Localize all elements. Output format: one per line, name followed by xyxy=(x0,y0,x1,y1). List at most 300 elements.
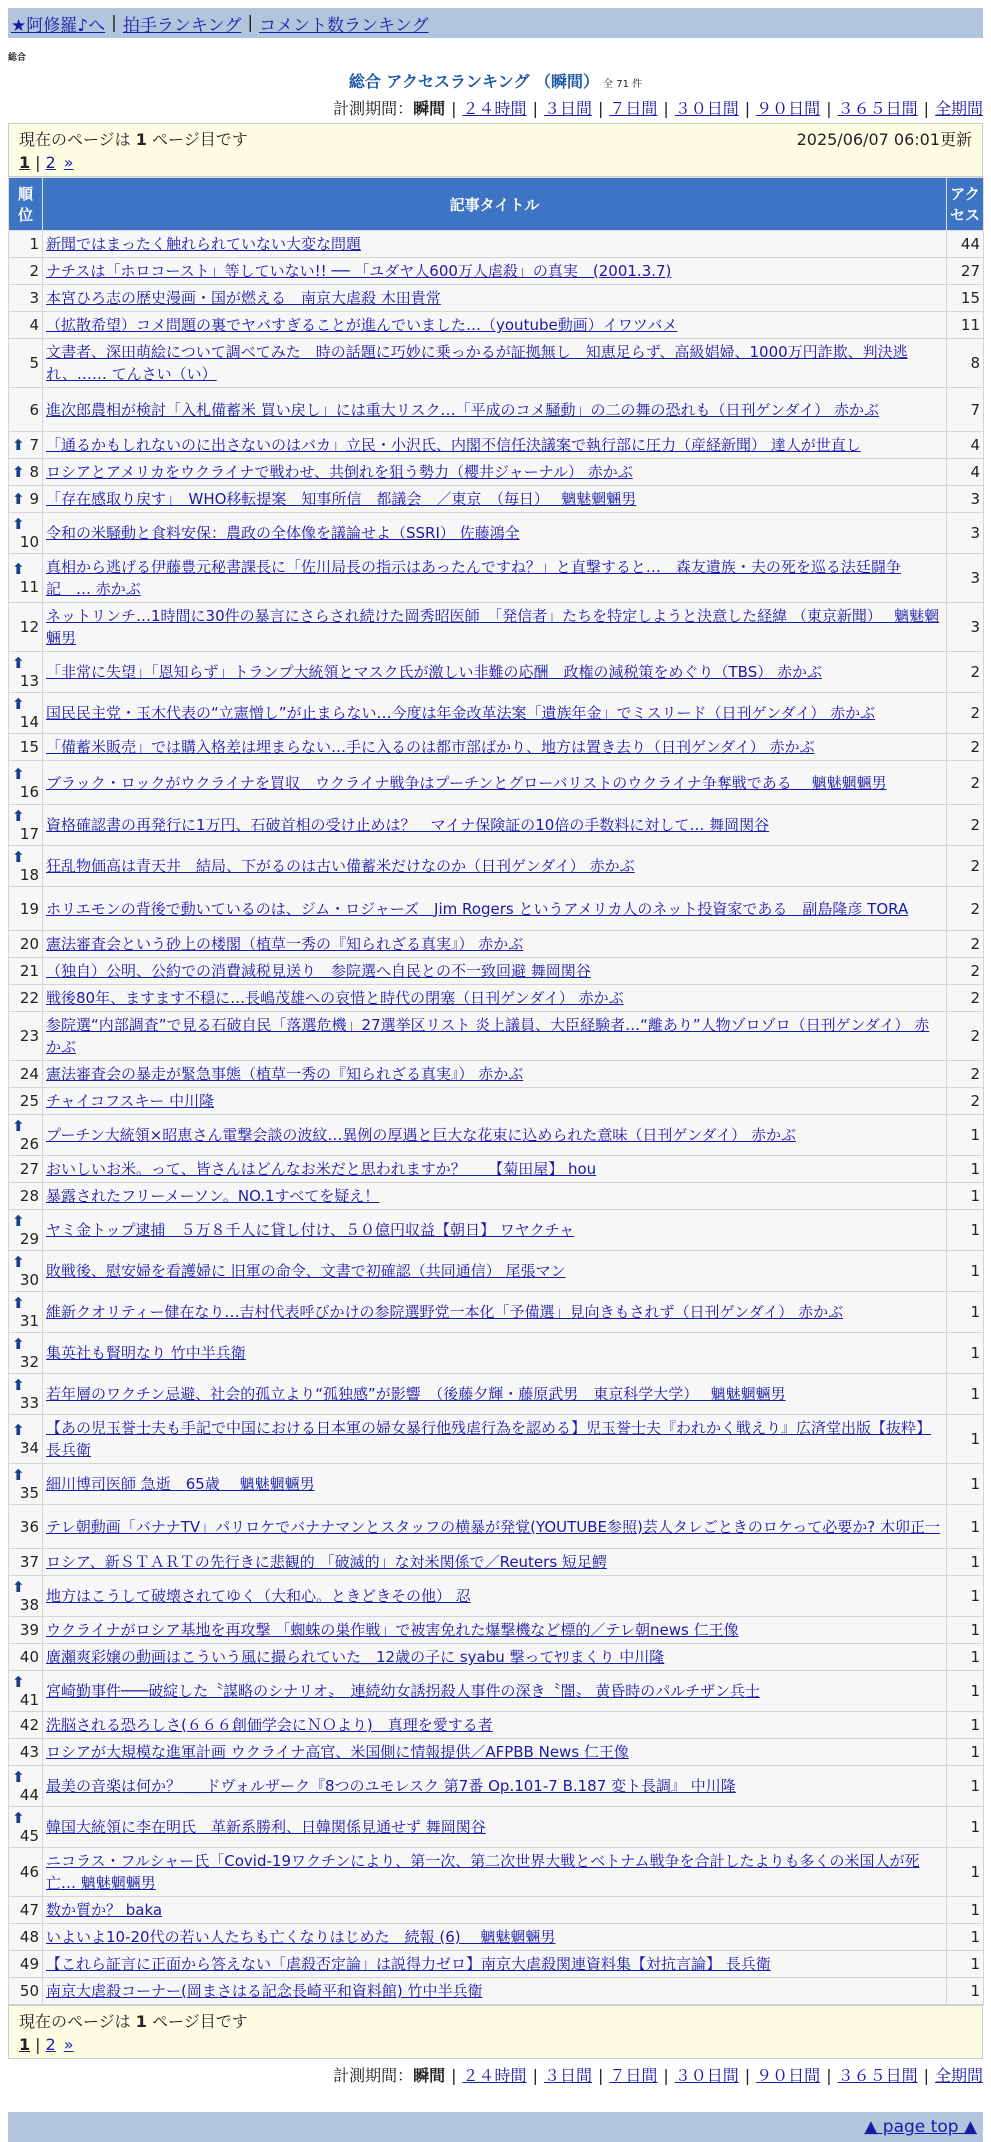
period-separator: | xyxy=(451,2066,457,2085)
table-row xyxy=(9,1088,984,1115)
article-title-link[interactable]: 「備蓄米販売」では購入格差は埋まらない…手に入るのは都市部ばかり、地方は置き去り（日刊ゲンダイ） 赤かぶ xyxy=(46,738,815,756)
table-row xyxy=(9,1978,984,2005)
table-row xyxy=(9,312,984,339)
rank-number: 41 xyxy=(19,1691,39,1709)
ranking-title: 総合 アクセスランキング （瞬間） xyxy=(348,72,600,91)
title-cell xyxy=(43,1617,947,1644)
article-title-link[interactable]: 廣瀬爽彩嬢の動画はこういう風に撮られていた＿12歳の子に syabu 撃ってﾔﾘまくり 中川隆 xyxy=(46,1648,665,1666)
page-link-2[interactable]: 2 xyxy=(45,2034,56,2054)
table-row xyxy=(9,1951,984,1978)
period-separator: | xyxy=(663,2066,669,2085)
article-title-link[interactable]: 細川博司医師 急逝 65歳 魑魅魍魎男 xyxy=(46,1475,315,1493)
table-row xyxy=(9,1644,984,1671)
title-cell xyxy=(43,1210,947,1251)
rank-header: 順位 xyxy=(9,178,43,231)
total-count: 全 71 件 xyxy=(603,79,643,90)
rank-cell xyxy=(9,734,43,761)
table-row xyxy=(9,388,984,432)
rank-up-arrow-icon: ⬆ xyxy=(12,654,25,672)
title-cell xyxy=(43,1924,947,1951)
access-count: 1 xyxy=(947,1115,984,1156)
rank-cell xyxy=(9,459,43,486)
rank-number: 40 xyxy=(19,1648,39,1666)
rank-cell xyxy=(9,958,43,985)
rank-cell xyxy=(9,805,43,846)
table-row xyxy=(9,1012,984,1061)
title-cell xyxy=(43,603,947,652)
table-row xyxy=(9,432,984,459)
article-title-link[interactable]: 「非常に失望」「恩知らず」トランプ大統領とマスク氏が激しい非難の応酬 政権の減税策をめぐり（TBS） 赤かぶ xyxy=(46,663,822,681)
access-count: 1 xyxy=(947,1251,984,1292)
category-label: 総合 xyxy=(8,53,27,63)
title-cell xyxy=(43,734,947,761)
rank-number: 46 xyxy=(19,1863,39,1881)
rank-cell xyxy=(9,985,43,1012)
period-option[interactable]: ３０日間 xyxy=(674,99,739,118)
rank-cell xyxy=(9,285,43,312)
title-cell xyxy=(43,1333,947,1374)
title-cell xyxy=(43,388,947,432)
rank-cell xyxy=(9,339,43,388)
article-title-link[interactable]: 暴露されたフリーメーソン。NO.1すべてを疑え！ xyxy=(46,1187,380,1205)
table-row xyxy=(9,1739,984,1766)
rank-up-arrow-icon: ⬆ xyxy=(12,1768,25,1786)
title-cell xyxy=(43,652,947,693)
rank-up-arrow-icon: ⬆ xyxy=(12,1117,25,1135)
title-cell xyxy=(43,231,947,258)
article-title-link[interactable]: 最美の音楽は何か？ ＿ ドヴォルザーク『8つのユモレスク 第7番 Op.101-7 B.187 変ト長調』 中川隆 xyxy=(46,1777,736,1795)
rank-up-arrow-icon: ⬆ xyxy=(12,1212,25,1230)
article-title-link[interactable]: ロシアが大規模な進軍計画 ウクライナ高官、米国側に情報提供／AFPBB News 仁王像 xyxy=(46,1743,629,1761)
article-title-link[interactable]: 宮崎勤事件───破綻した〝謀略のシナリオ〟 連続幼女誘拐殺人事件の深き〝闇〟 黄昏時のパルチザン兵士 xyxy=(46,1682,760,1700)
title-cell xyxy=(43,1549,947,1576)
table-row xyxy=(9,985,984,1012)
title-cell xyxy=(43,1156,947,1183)
article-title-link[interactable]: ナチスは「ホロコースト」等していない!! ── 「ユダヤ人600万人虐殺」の真実 (2001.3.7) xyxy=(46,262,672,280)
rank-number: 11 xyxy=(19,578,39,596)
rank-cell xyxy=(9,1766,43,1807)
access-count: 1 xyxy=(947,1712,984,1739)
title-cell xyxy=(43,432,947,459)
title-cell xyxy=(43,459,947,486)
article-title-link[interactable]: 集英社も賢明なり 竹中半兵衛 xyxy=(46,1344,246,1362)
title-header: 記事タイトル xyxy=(43,178,947,231)
rank-number: 3 xyxy=(29,289,39,307)
table-row xyxy=(9,513,984,554)
article-title-link[interactable]: ヤミ金トップ逮捕 ５万８千人に貸し付け、５０億円収益【朝日】 ワヤクチャ xyxy=(46,1221,575,1239)
rank-number: 49 xyxy=(19,1955,39,1973)
table-row xyxy=(9,1712,984,1739)
rank-up-arrow-icon: ⬆ xyxy=(12,490,25,508)
title-cell xyxy=(43,846,947,887)
rank-cell xyxy=(9,846,43,887)
rank-number: 29 xyxy=(19,1230,39,1248)
rank-number: 28 xyxy=(19,1187,39,1205)
access-count: 2 xyxy=(947,846,984,887)
access-count: 1 xyxy=(947,1576,984,1617)
article-title-link[interactable]: おいしいお米。って、皆さんはどんなお米だと思われますか？ 【菊田屋】 hou xyxy=(46,1160,597,1178)
title-cell xyxy=(43,1739,947,1766)
period-option[interactable]: 全期間 xyxy=(934,2066,983,2085)
title-cell xyxy=(43,1061,947,1088)
table-row xyxy=(9,603,984,652)
rank-number: 2 xyxy=(29,262,39,280)
rank-number: 39 xyxy=(19,1621,39,1639)
title-cell xyxy=(43,1012,947,1061)
table-row xyxy=(9,734,984,761)
table-row xyxy=(9,1156,984,1183)
access-count: 1 xyxy=(947,1292,984,1333)
rank-cell xyxy=(9,1671,43,1712)
title-cell xyxy=(43,1712,947,1739)
access-count: 1 xyxy=(947,1924,984,1951)
period-option[interactable]: ３６５日間 xyxy=(837,2066,918,2085)
rank-cell xyxy=(9,513,43,554)
clap-ranking-link[interactable]: 拍手ランキング xyxy=(122,15,242,36)
rank-number: 5 xyxy=(29,354,39,372)
period-option[interactable]: ２４時間 xyxy=(462,99,527,118)
access-count: 1 xyxy=(947,1156,984,1183)
title-cell xyxy=(43,1251,947,1292)
top-nav xyxy=(8,8,983,38)
article-title-link[interactable]: 憲法審査会という砂上の楼閣（植草一秀の『知られざる真実』） 赤かぶ xyxy=(46,935,524,953)
access-count: 2 xyxy=(947,761,984,805)
table-row xyxy=(9,1251,984,1292)
rank-number: 9 xyxy=(29,490,39,508)
current-page-text: 現在のページは 1 ページ目です xyxy=(19,2011,248,2031)
article-title-link[interactable]: ホリエモンの背後で動いているのは、ジム・ロジャーズ Jim Rogers というアメリカ人のネット投資家である 副島隆彦 TORA xyxy=(46,899,909,918)
period-separator: | xyxy=(826,99,832,118)
title-cell xyxy=(43,1505,947,1549)
page-link-2[interactable]: 2 xyxy=(45,152,56,172)
rank-number: 18 xyxy=(19,866,39,884)
access-count: 1 xyxy=(947,1183,984,1210)
rank-cell xyxy=(9,1807,43,1848)
page-links: 1 | 2 » xyxy=(19,152,74,172)
table-row xyxy=(9,486,984,513)
access-count: 2 xyxy=(947,805,984,846)
period-option[interactable]: ３６５日間 xyxy=(837,99,918,118)
table-row xyxy=(9,1292,984,1333)
rank-cell xyxy=(9,1210,43,1251)
period-separator: | xyxy=(451,99,457,118)
access-count: 2 xyxy=(947,652,984,693)
rank-number: 15 xyxy=(19,738,39,756)
rank-cell xyxy=(9,1012,43,1061)
article-title-link[interactable]: ウクライナがロシア基地を再攻撃 「蜘蛛の巣作戦」で被害免れた爆撃機など標的／テレ朝news 仁王像 xyxy=(46,1621,739,1639)
table-row xyxy=(9,339,984,388)
rank-number: 14 xyxy=(19,713,39,731)
title-cell xyxy=(43,1978,947,2005)
rank-number: 4 xyxy=(29,316,39,334)
period-selector-top xyxy=(8,96,983,119)
table-row xyxy=(9,693,984,734)
rank-cell xyxy=(9,312,43,339)
access-count: 15 xyxy=(947,285,984,312)
pager-top xyxy=(8,123,983,177)
page-link-1[interactable]: 1 xyxy=(19,2034,31,2054)
period-option[interactable]: ７日間 xyxy=(609,99,658,118)
rank-number: 21 xyxy=(19,962,39,980)
rank-number: 19 xyxy=(19,899,39,918)
period-separator: | xyxy=(826,2066,832,2085)
table-row xyxy=(9,554,984,603)
article-title-link[interactable]: ロシアとアメリカをウクライナで戦わせ、共倒れを狙う勢力（櫻井ジャーナル） 赤かぶ xyxy=(46,463,633,481)
access-count: 3 xyxy=(947,513,984,554)
rank-up-arrow-icon: ⬆ xyxy=(12,436,25,454)
access-count: 1 xyxy=(947,1951,984,1978)
table-row xyxy=(9,1374,984,1415)
article-title-link[interactable]: 【あの児玉誉士夫も手記で中国における日本軍の婦女暴行他残虐行為を認める】児玉誉士夫『われかく戦えり』広済堂出版【抜粋】 長兵衛 xyxy=(46,1419,932,1459)
rank-cell xyxy=(9,603,43,652)
access-count: 2 xyxy=(947,931,984,958)
period-option[interactable]: ９０日間 xyxy=(756,2066,821,2085)
rank-number: 22 xyxy=(19,989,39,1007)
access-count: 2 xyxy=(947,958,984,985)
article-title-link[interactable]: （独自）公明、公約での消費減税見送り 参院選へ自民との不一致回避 舞岡関谷 xyxy=(46,962,591,980)
page-link-1[interactable]: 1 xyxy=(19,152,31,172)
page-links: 1 | 2 » xyxy=(19,2034,74,2054)
next-page-link[interactable]: » xyxy=(63,152,74,172)
rank-cell xyxy=(9,931,43,958)
table-row xyxy=(9,1415,984,1464)
article-title-link[interactable]: テレ朝動画「バナナTV」パリロケでバナナマンとスタッフの横暴が発覚(YOUTUBE参照)芸人タレごときのロケって必要か? 木卯正一 xyxy=(46,1517,941,1536)
rank-number: 47 xyxy=(19,1901,39,1919)
period-option[interactable]: ９０日間 xyxy=(756,99,821,118)
rank-cell xyxy=(9,761,43,805)
article-title-link[interactable]: 「通るかもしれないのに出さないのはバカ」立民・小沢氏、内閣不信任決議案で執行部に圧力（産経新聞） 達人が世直し xyxy=(46,436,861,454)
rank-up-arrow-icon: ⬆ xyxy=(12,1578,25,1596)
rank-number: 44 xyxy=(19,1786,39,1804)
rank-cell xyxy=(9,1292,43,1333)
title-cell xyxy=(43,1951,947,1978)
nav-separator: | xyxy=(111,13,117,33)
title-cell xyxy=(43,513,947,554)
period-option[interactable]: ３日間 xyxy=(543,2066,592,2085)
article-title-link[interactable]: ロシア、新ＳＴＡＲＴの先行きに悲観的 「破滅的」な対米関係で／Reuters 短足鰐 xyxy=(46,1553,607,1571)
title-cell xyxy=(43,1292,947,1333)
article-title-link[interactable]: いよいよ10-20代の若い人たちも亡くなりはじめた 続報 (6) 魑魅魍魎男 xyxy=(46,1928,556,1946)
period-separator: | xyxy=(744,99,751,118)
rank-up-arrow-icon: ⬆ xyxy=(12,560,25,578)
period-separator: | xyxy=(744,2066,751,2085)
rank-cell xyxy=(9,1088,43,1115)
access-count: 1 xyxy=(947,1644,984,1671)
article-title-link[interactable]: 文書者、深田萌絵について調べてみた 時の話題に巧妙に乗っかるが証拠無し 知恵足らず、高級娼婦、1000万円詐欺、判決逃れ、…… てんさい（い） xyxy=(46,343,908,383)
article-title-link[interactable]: 敗戦後、慰安婦を看護婦に 旧軍の命令、文書で初確認（共同通信） 尾張マン xyxy=(46,1262,566,1280)
table-row xyxy=(9,887,984,931)
article-title-link[interactable]: （拡散希望）コメ問題の裏でヤバすぎることが進んでいました…（youtube動画）イワツバメ xyxy=(46,316,678,334)
title-cell xyxy=(43,312,947,339)
comment-ranking-link[interactable]: コメント数ランキング xyxy=(259,15,429,36)
period-option[interactable]: 全期間 xyxy=(934,99,983,118)
access-count: 1 xyxy=(947,1464,984,1505)
article-title-link[interactable]: 地方はこうして破壊されてゆく（大和心。ときどきその他） 忍 xyxy=(46,1587,471,1605)
access-count: 2 xyxy=(947,1061,984,1088)
period-option[interactable]: ２４時間 xyxy=(462,2066,527,2085)
rank-up-arrow-icon: ⬆ xyxy=(12,1294,25,1312)
rank-number: 24 xyxy=(19,1065,39,1083)
period-option[interactable]: ３日間 xyxy=(543,99,592,118)
period-separator: | xyxy=(532,99,538,118)
article-title-link[interactable]: 本宮ひろ志の歴史漫画・国が燃える 南京大虐殺 木田貴常 xyxy=(46,289,441,307)
article-title-link[interactable]: 維新クオリティー健在なり…吉村代表呼びかけの参院選野党一本化「予備選」見向きもされず（日刊ゲンダイ） 赤かぶ xyxy=(46,1303,844,1321)
rank-cell xyxy=(9,554,43,603)
table-row xyxy=(9,652,984,693)
title-cell xyxy=(43,1415,947,1464)
access-count: 1 xyxy=(947,1807,984,1848)
rank-cell xyxy=(9,1183,43,1210)
title-cell xyxy=(43,1644,947,1671)
title-cell xyxy=(43,1897,947,1924)
access-count: 3 xyxy=(947,554,984,603)
rank-cell xyxy=(9,1156,43,1183)
table-row xyxy=(9,1897,984,1924)
rank-cell xyxy=(9,652,43,693)
article-title-link[interactable]: 若年層のワクチン忌避、社会的孤立より“孤独感”が影響 （後藤夕輝・藤原武男 東京科学大学） 魑魅魍魎男 xyxy=(46,1385,786,1403)
rank-cell xyxy=(9,1374,43,1415)
article-title-link[interactable]: 進次郎農相が検討「入札備蓄米 買い戻し」には重大リスク…「平成のコメ騒動」の二の舞の恐れも（日刊ゲンダイ） 赤かぶ xyxy=(46,400,880,419)
access-count: 27 xyxy=(947,258,984,285)
access-count: 7 xyxy=(947,388,984,432)
next-page-link[interactable]: » xyxy=(63,2034,74,2054)
title-cell xyxy=(43,1671,947,1712)
rank-number: 42 xyxy=(19,1716,39,1734)
title-cell xyxy=(43,1115,947,1156)
rank-up-arrow-icon: ⬆ xyxy=(12,1335,25,1353)
title-cell xyxy=(43,1766,947,1807)
rank-number: 34 xyxy=(19,1439,39,1457)
rank-number: 27 xyxy=(19,1160,39,1178)
access-count: 3 xyxy=(947,603,984,652)
article-title-link[interactable]: 国民民主党・玉木代表の“立憲憎し”が止まらない…今度は年金改革法案「遺族年金」でミスリード（日刊ゲンダイ） 赤かぶ xyxy=(46,704,876,722)
title-cell xyxy=(43,1576,947,1617)
rank-up-arrow-icon: ⬆ xyxy=(12,1421,25,1439)
article-title-link[interactable]: チャイコフスキー 中川隆 xyxy=(46,1092,215,1110)
access-count: 1 xyxy=(947,1333,984,1374)
table-row xyxy=(9,761,984,805)
rank-number: 20 xyxy=(19,935,39,953)
period-option: 瞬間 xyxy=(413,2066,446,2085)
title-cell xyxy=(43,1464,947,1505)
rank-number: 45 xyxy=(19,1827,39,1845)
rank-number: 50 xyxy=(19,1982,39,2000)
article-title-link[interactable]: ネットリンチ…1時間に30件の暴言にさらされ続けた岡秀昭医師 「発信者」たちを特定しようと決意した経緯 （東京新聞） 魑魅魍魎男 xyxy=(46,607,940,647)
rank-number: 35 xyxy=(19,1484,39,1502)
rank-number: 6 xyxy=(29,400,39,419)
access-count: 3 xyxy=(947,486,984,513)
article-title-link[interactable]: 参院選“内部調査”で見る石破自民「落選危機」27選挙区リスト 炎上議員、大臣経験者…“離あり”人物ゾロゾロ（日刊ゲンダイ） 赤かぶ xyxy=(46,1016,930,1056)
table-row xyxy=(9,1766,984,1807)
article-title-link[interactable]: 戦後80年、ますます不穏に…長嶋茂雄への哀惜と時代の閉塞（日刊ゲンダイ） 赤かぶ xyxy=(46,989,624,1007)
access-count: 1 xyxy=(947,1415,984,1464)
access-count: 2 xyxy=(947,887,984,931)
rank-cell xyxy=(9,693,43,734)
period-option[interactable]: ７日間 xyxy=(609,2066,658,2085)
page-top-link[interactable]: ▲ page top ▲ xyxy=(864,2117,977,2137)
access-count: 1 xyxy=(947,1549,984,1576)
home-link[interactable]: ★阿修羅♪へ xyxy=(11,15,106,36)
article-title-link[interactable]: 狂乱物価高は青天井 結局、下がるのは古い備蓄米だけなのか（日刊ゲンダイ） 赤かぶ xyxy=(46,857,635,875)
article-title-link[interactable]: 【これら証言に正面から答えない「虐殺否定論」は説得力ゼロ】南京大虐殺関連資料集【対抗言論】 長兵衛 xyxy=(46,1955,771,1973)
title-cell xyxy=(43,339,947,388)
rank-cell xyxy=(9,887,43,931)
rank-number: 1 xyxy=(29,235,39,253)
article-title-link[interactable]: プーチン大統領×昭恵さん電撃会談の波紋…異例の厚遇と巨大な花束に込められた意味（日刊ゲンダイ） 赤かぶ xyxy=(46,1126,796,1144)
title-cell xyxy=(43,887,947,931)
rank-up-arrow-icon: ⬆ xyxy=(12,463,25,481)
period-option[interactable]: ３０日間 xyxy=(674,2066,739,2085)
access-count: 8 xyxy=(947,339,984,388)
title-cell xyxy=(43,1807,947,1848)
rank-up-arrow-icon: ⬆ xyxy=(12,1809,25,1827)
article-title-link[interactable]: ニコラス・フルシャー氏「Covid-19ワクチンにより、第一次、第二次世界大戦とベトナム戦争を合計したよりも多くの米国人が死亡… 魑魅魍魎男 xyxy=(46,1852,920,1892)
period-separator: | xyxy=(923,2066,929,2085)
page-title xyxy=(0,69,991,92)
rank-number: 30 xyxy=(19,1271,39,1289)
table-row xyxy=(9,1807,984,1848)
article-title-link[interactable]: 令和の米騒動と食料安保：農政の全体像を議論せよ（SSRI） 佐藤鴻全 xyxy=(46,524,520,542)
title-cell xyxy=(43,985,947,1012)
article-title-link[interactable]: 南京大虐殺コーナー(岡まさはる記念長崎平和資料館) 竹中半兵衛 xyxy=(46,1982,483,2000)
access-count: 1 xyxy=(947,1766,984,1807)
title-cell xyxy=(43,1374,947,1415)
article-title-link[interactable]: 数か質か？ baka xyxy=(46,1901,163,1919)
article-title-link[interactable]: 「存在感取り戻す」 WHO移転提案 知事所信 都議会 ／東京 （毎日） 魑魅魍魎男 xyxy=(46,490,637,508)
access-count: 1 xyxy=(947,1505,984,1549)
rank-number: 32 xyxy=(19,1353,39,1371)
article-title-link[interactable]: 韓国大統領に李在明氏 革新系勝利、日韓関係見通せず 舞岡関谷 xyxy=(46,1818,486,1836)
rank-cell xyxy=(9,1333,43,1374)
access-count: 1 xyxy=(947,1739,984,1766)
rank-cell xyxy=(9,1061,43,1088)
table-row xyxy=(9,1671,984,1712)
access-count: 1 xyxy=(947,1617,984,1644)
rank-cell xyxy=(9,388,43,432)
period-separator: | xyxy=(532,2066,538,2085)
access-header: アクセス xyxy=(947,178,984,231)
rank-cell xyxy=(9,1644,43,1671)
rank-cell xyxy=(9,1415,43,1464)
article-title-link[interactable]: 新聞ではまったく触れられていない大変な問題 xyxy=(46,235,362,253)
article-title-link[interactable]: 資格確認書の再発行に1万円、石破首相の受け止めは？ マイナ保険証の10倍の手数料に対して… 舞岡関谷 xyxy=(46,816,770,834)
title-cell xyxy=(43,693,947,734)
title-cell xyxy=(43,554,947,603)
rank-number: 36 xyxy=(19,1517,39,1536)
access-count: 11 xyxy=(947,312,984,339)
rank-cell xyxy=(9,1505,43,1549)
article-title-link[interactable]: 真相から逃げる伊藤豊元秘書課長に「佐川局長の指示はあったんですね？」と直撃すると… 森友遺族・夫の死を巡る法廷闘争記 … 赤かぶ xyxy=(46,558,901,598)
rank-number: 13 xyxy=(19,672,39,690)
article-title-link[interactable]: 洗脳される恐ろしさ(６６６創価学会にＮＯより) 真理を愛する者 xyxy=(46,1716,493,1734)
article-title-link[interactable]: 憲法審査会の暴走が緊急事態（植草一秀の『知られざる真実』） 赤かぶ xyxy=(46,1065,524,1083)
rank-cell xyxy=(9,231,43,258)
table-row xyxy=(9,1210,984,1251)
rank-number: 16 xyxy=(19,782,39,801)
access-count: 2 xyxy=(947,1012,984,1061)
table-row xyxy=(9,231,984,258)
period-label: 計測期間： xyxy=(333,2066,414,2085)
footer-bar xyxy=(8,2112,983,2142)
access-count: 4 xyxy=(947,459,984,486)
rank-cell xyxy=(9,1739,43,1766)
rank-number: 48 xyxy=(19,1928,39,1946)
article-title-link[interactable]: ブラック・ロックがウクライナを買収 ウクライナ戦争はプーチンとグローバリストのウクライナ争奪戦である 魑魅魍魎男 xyxy=(46,773,887,792)
rank-up-arrow-icon: ⬆ xyxy=(12,807,25,825)
table-row xyxy=(9,1061,984,1088)
rank-up-arrow-icon: ⬆ xyxy=(12,1673,25,1691)
access-count: 2 xyxy=(947,734,984,761)
